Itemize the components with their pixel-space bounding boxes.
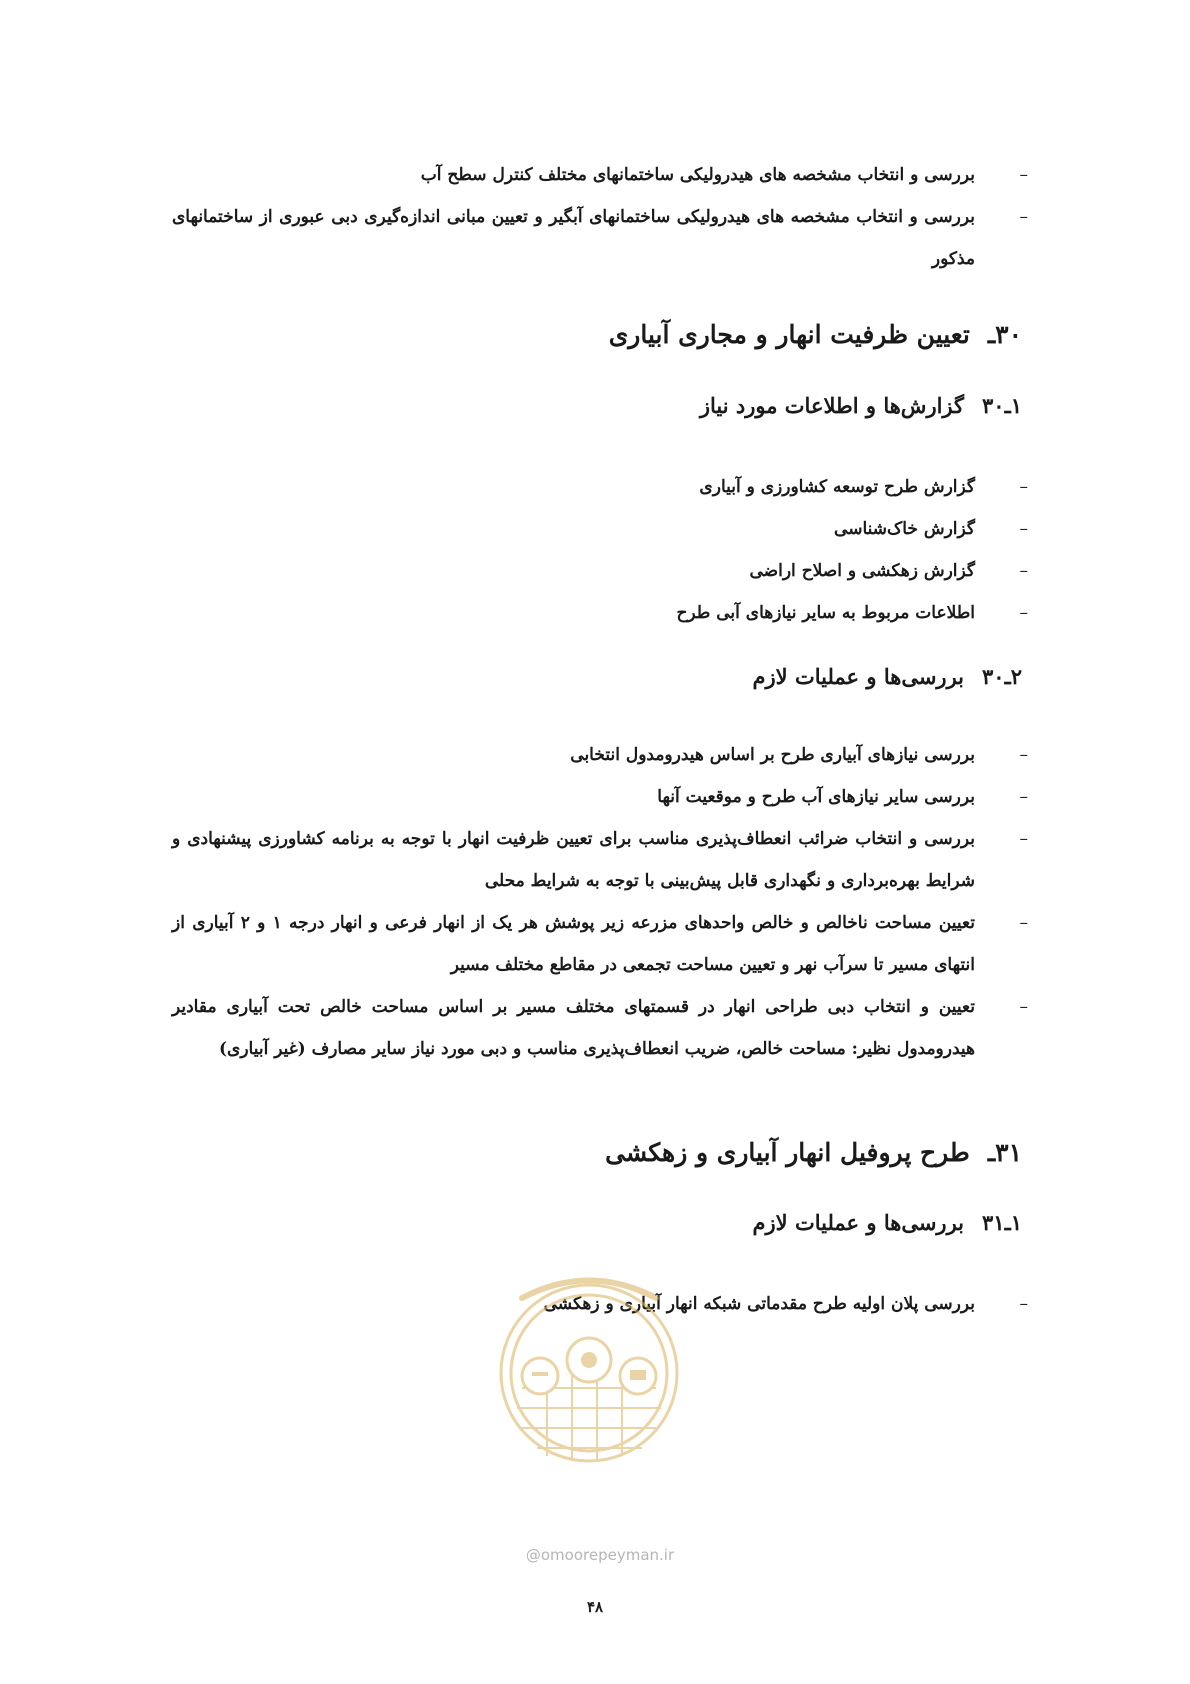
list-item-text: تعیین و انتخاب دبی طراحی انهار در قسمتهای مختلف مسیر بر اساس مساحت خالص تحت آبیاری مقادیر هیدرومدول نظیر: مساحت خالص، ضریب انعطاف‌پذیری مناسب و دبی مورد نیاز سایر مصارف (غیر آبیاری) — [172, 997, 975, 1059]
list-item — [0, 154, 1190, 196]
bullet-dash: – — [1019, 913, 1028, 933]
subsection-title: بررسی‌ها و عملیات لازم — [752, 1210, 964, 1235]
section-30-heading — [609, 320, 1022, 349]
list-item-text: گزارش خاک‌شناسی — [834, 519, 975, 539]
list-item-text: اطلاعات مربوط به سایر نیازهای آبی طرح — [676, 603, 975, 623]
subsection-30-2-list — [0, 734, 1190, 1070]
subsection-31-1-heading — [753, 1210, 1022, 1235]
bullet-dash: – — [1019, 787, 1028, 807]
list-item — [0, 986, 1190, 1070]
list-item-text: بررسی و انتخاب مشخصه های هیدرولیکی ساختمانهای مختلف کنترل سطح آب — [420, 165, 975, 185]
list-item — [0, 508, 1190, 550]
list-item-text: گزارش زهکشی و اصلاح اراضی — [749, 561, 975, 581]
list-item — [0, 466, 1190, 508]
list-item-text: بررسی و انتخاب مشخصه های هیدرولیکی ساختمانهای آبگیر و تعیین مبانی اندازه‌گیری دبی عبوری از ساختمانهای مذکور — [172, 207, 975, 269]
subsection-number: ۱ـ۳۰ — [982, 393, 1022, 418]
bullet-dash: – — [1019, 603, 1028, 623]
bullet-dash: – — [1019, 561, 1028, 581]
bullet-dash: – — [1019, 745, 1028, 765]
intro-bullet-list — [0, 154, 1190, 280]
list-item-text: بررسی سایر نیازهای آب طرح و موقعیت آنها — [657, 787, 975, 807]
bullet-dash: – — [1019, 477, 1028, 497]
list-item — [0, 196, 1190, 280]
bullet-dash: – — [1019, 829, 1028, 849]
section-title: طرح پروفیل انهار آبیاری و زهکشی — [605, 1138, 970, 1167]
bullet-dash: – — [1019, 1294, 1028, 1314]
list-item-text: گزارش طرح توسعه کشاورزی و آبیاری — [699, 477, 975, 497]
bullet-dash: – — [1019, 997, 1028, 1017]
subsection-30-2-heading — [753, 664, 1022, 689]
list-item — [0, 776, 1190, 818]
list-item-text: تعیین مساحت ناخالص و خالص واحدهای مزرعه زیر پوشش هر یک از انهار فرعی و انهار درجه ۱ و ۲ آبیاری از انتهای مسیر تا سرآب نهر و تعیین مساحت تجمعی در مقاطع مختلف مسیر — [172, 913, 975, 975]
section-title: تعیین ظرفیت انهار و مجاری آبیاری — [608, 320, 970, 349]
section-number: ۳۱ـ — [987, 1138, 1022, 1167]
watermark-site — [500, 1546, 700, 1564]
bullet-dash: – — [1019, 165, 1028, 185]
list-item — [0, 734, 1190, 776]
subsection-number: ۲ـ۳۰ — [982, 664, 1022, 689]
watermark-logo — [492, 1268, 687, 1538]
list-item — [0, 592, 1190, 634]
subsection-title: بررسی‌ها و عملیات لازم — [752, 664, 964, 689]
section-number: ۳۰ـ — [987, 320, 1022, 349]
list-item-text: بررسی پلان اولیه طرح مقدماتی شبکه انهار آبیاری و زهکشی — [543, 1294, 975, 1314]
subsection-number: ۱ـ۳۱ — [982, 1210, 1022, 1235]
subsection-30-1-list — [0, 466, 1190, 634]
list-item — [0, 902, 1190, 986]
section-31-heading — [605, 1138, 1022, 1167]
list-item-text: بررسی نیازهای آبیاری طرح بر اساس هیدرومدول انتخابی — [570, 745, 975, 765]
list-item — [0, 550, 1190, 592]
bullet-dash: – — [1019, 207, 1028, 227]
bullet-dash: – — [1019, 519, 1028, 539]
list-item-text: بررسی و انتخاب ضرائب انعطاف‌پذیری مناسب برای تعیین ظرفیت انهار با توجه به برنامه کشاورزی پیشنهادی و شرایط بهره‌برداری و نگهداری قابل پیش‌بینی با توجه به شرایط محلی — [172, 829, 975, 891]
watermark-url: omoorepeyman.ir — [540, 1546, 675, 1564]
list-item — [0, 818, 1190, 902]
at-icon: @ — [525, 1546, 541, 1564]
subsection-title: گزارش‌ها و اطلاعات مورد نیاز — [699, 393, 964, 418]
subsection-30-1-heading — [700, 393, 1022, 418]
page-number: ۴۸ — [586, 1598, 604, 1616]
